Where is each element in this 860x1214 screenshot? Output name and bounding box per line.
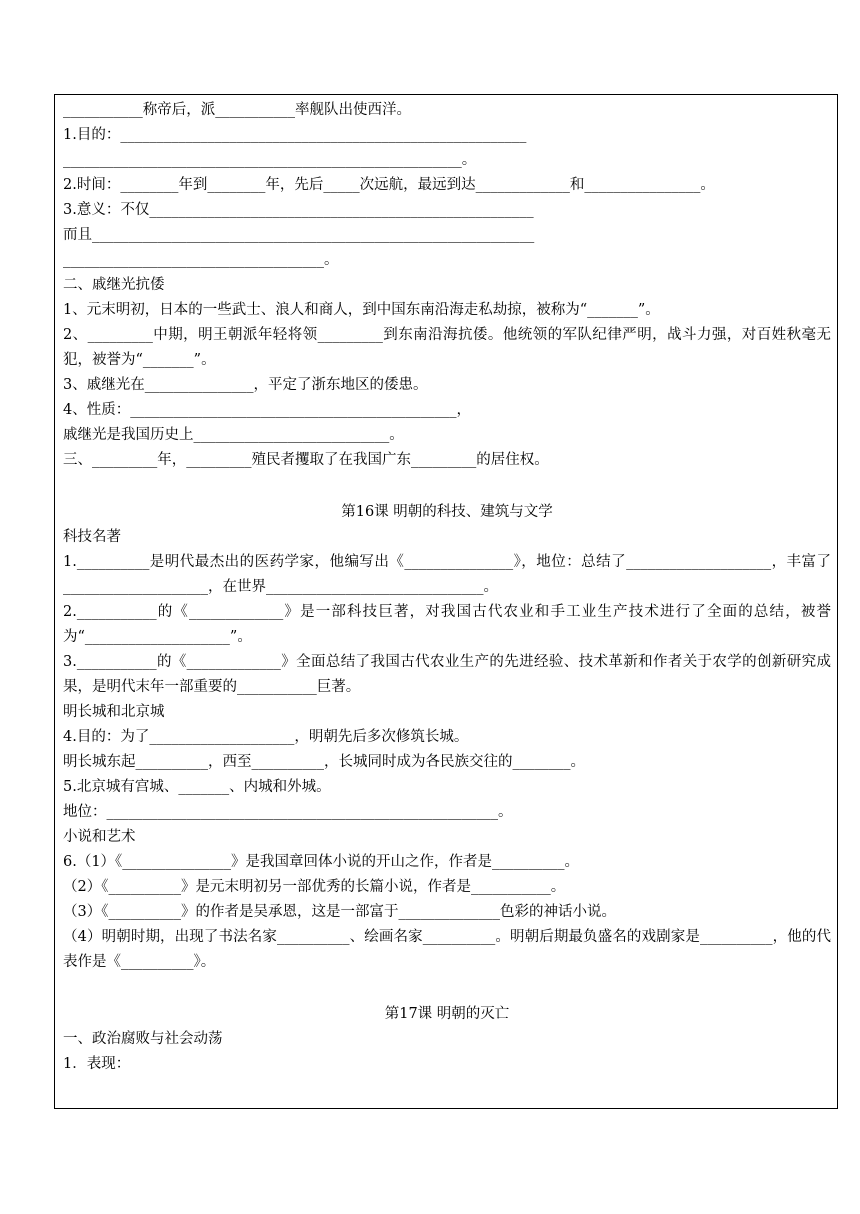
text-line: ____________________________________。 <box>63 252 339 268</box>
text-line: 2.时间：________年到________年，先后_____次远航，最远到达_____________和________________。 <box>63 177 715 193</box>
text-line: 3.意义：不仅_____________________________________________________ <box>63 202 534 218</box>
text-paragraph: 2、_________中期，明王朝派年轻将领_________到东南沿海抗倭。他统领的军队纪律严明，战斗力强，对百姓秋毫无犯，被誉为“_______”。 <box>63 327 831 368</box>
text-paragraph: 3.___________的《_____________》全面总结了我国古代农业生产的先进经验、技术革新和作者关于农学的创新研究成果，是明代末年一部重要的___________巨著。 <box>63 654 831 695</box>
text-line: 4、性质：_____________________________________________， <box>63 402 471 418</box>
text-line: 明长城东起__________，西至__________，长城同时成为各民族交往的________。 <box>63 754 585 770</box>
text-line: 3、戚继光在_______________，平定了浙东地区的倭患。 <box>63 377 428 393</box>
text-line: 5.北京城有宫城、_______、内城和外城。 <box>63 779 331 795</box>
section-heading: 小说和艺术 <box>63 829 136 845</box>
text-line: （3）《__________》的作者是吴承恩，这是一部富于______________色彩的神话小说。 <box>63 904 616 920</box>
text-line: 戚继光是我国历史上___________________________。 <box>63 427 404 443</box>
text-line: 4.目的：为了____________________，明朝先后多次修筑长城。 <box>63 729 469 745</box>
section-heading: 明长城和北京城 <box>63 704 165 720</box>
lesson-title: 第16课 明朝的科技、建筑与文学 <box>341 504 553 520</box>
section-heading: 二、戚继光抗倭 <box>63 277 165 293</box>
text-line: 1．表现： <box>63 1056 131 1072</box>
lesson-title: 第17课 明朝的灭亡 <box>384 1006 510 1022</box>
text-line: 6.（1）《_______________》是我国章回体小说的开山之作，作者是__________。 <box>63 854 580 870</box>
text-paragraph: 2.___________的《_____________》是一部科技巨著，对我国古代农业和手工业生产技术进行了全面的总结，被誉为“____________________”。 <box>63 604 831 645</box>
text-line: 1、元末明初，日本的一些武士、浪人和商人，到中国东南沿海走私劫掠，被称为“_______”。 <box>63 302 660 318</box>
text-line: _______________________________________________________。 <box>63 152 477 168</box>
spacer <box>63 975 831 1002</box>
spacer <box>63 473 831 500</box>
text-line: 而且_____________________________________________________________ <box>63 227 535 243</box>
text-line: 1.目的：________________________________________________________ <box>63 127 527 143</box>
text-line: ___________称帝后，派___________率舰队出使西洋。 <box>63 102 411 118</box>
text-paragraph: （4）明朝时期，出现了书法名家__________、绘画名家__________。明朝后期最负盛名的戏剧家是__________，他的代表作是《__________》。 <box>63 929 831 970</box>
section-heading: 科技名著 <box>63 529 121 545</box>
text-line: （2）《__________》是元末明初另一部优秀的长篇小说，作者是___________。 <box>63 879 566 895</box>
text-paragraph: 1.__________是明代最杰出的医药学家，他编写出《_______________》，地位：总结了____________________，丰富了____________________，在世界______________________________。 <box>63 554 831 595</box>
worksheet-content <box>55 95 837 1077</box>
text-line: 三、_________年，_________殖民者攫取了在我国广东_________的居住权。 <box>63 452 549 468</box>
text-line: 地位：______________________________________________________。 <box>63 804 513 820</box>
section-heading: 一、政治腐败与社会动荡 <box>63 1031 223 1047</box>
document-table-cell <box>54 94 838 1109</box>
